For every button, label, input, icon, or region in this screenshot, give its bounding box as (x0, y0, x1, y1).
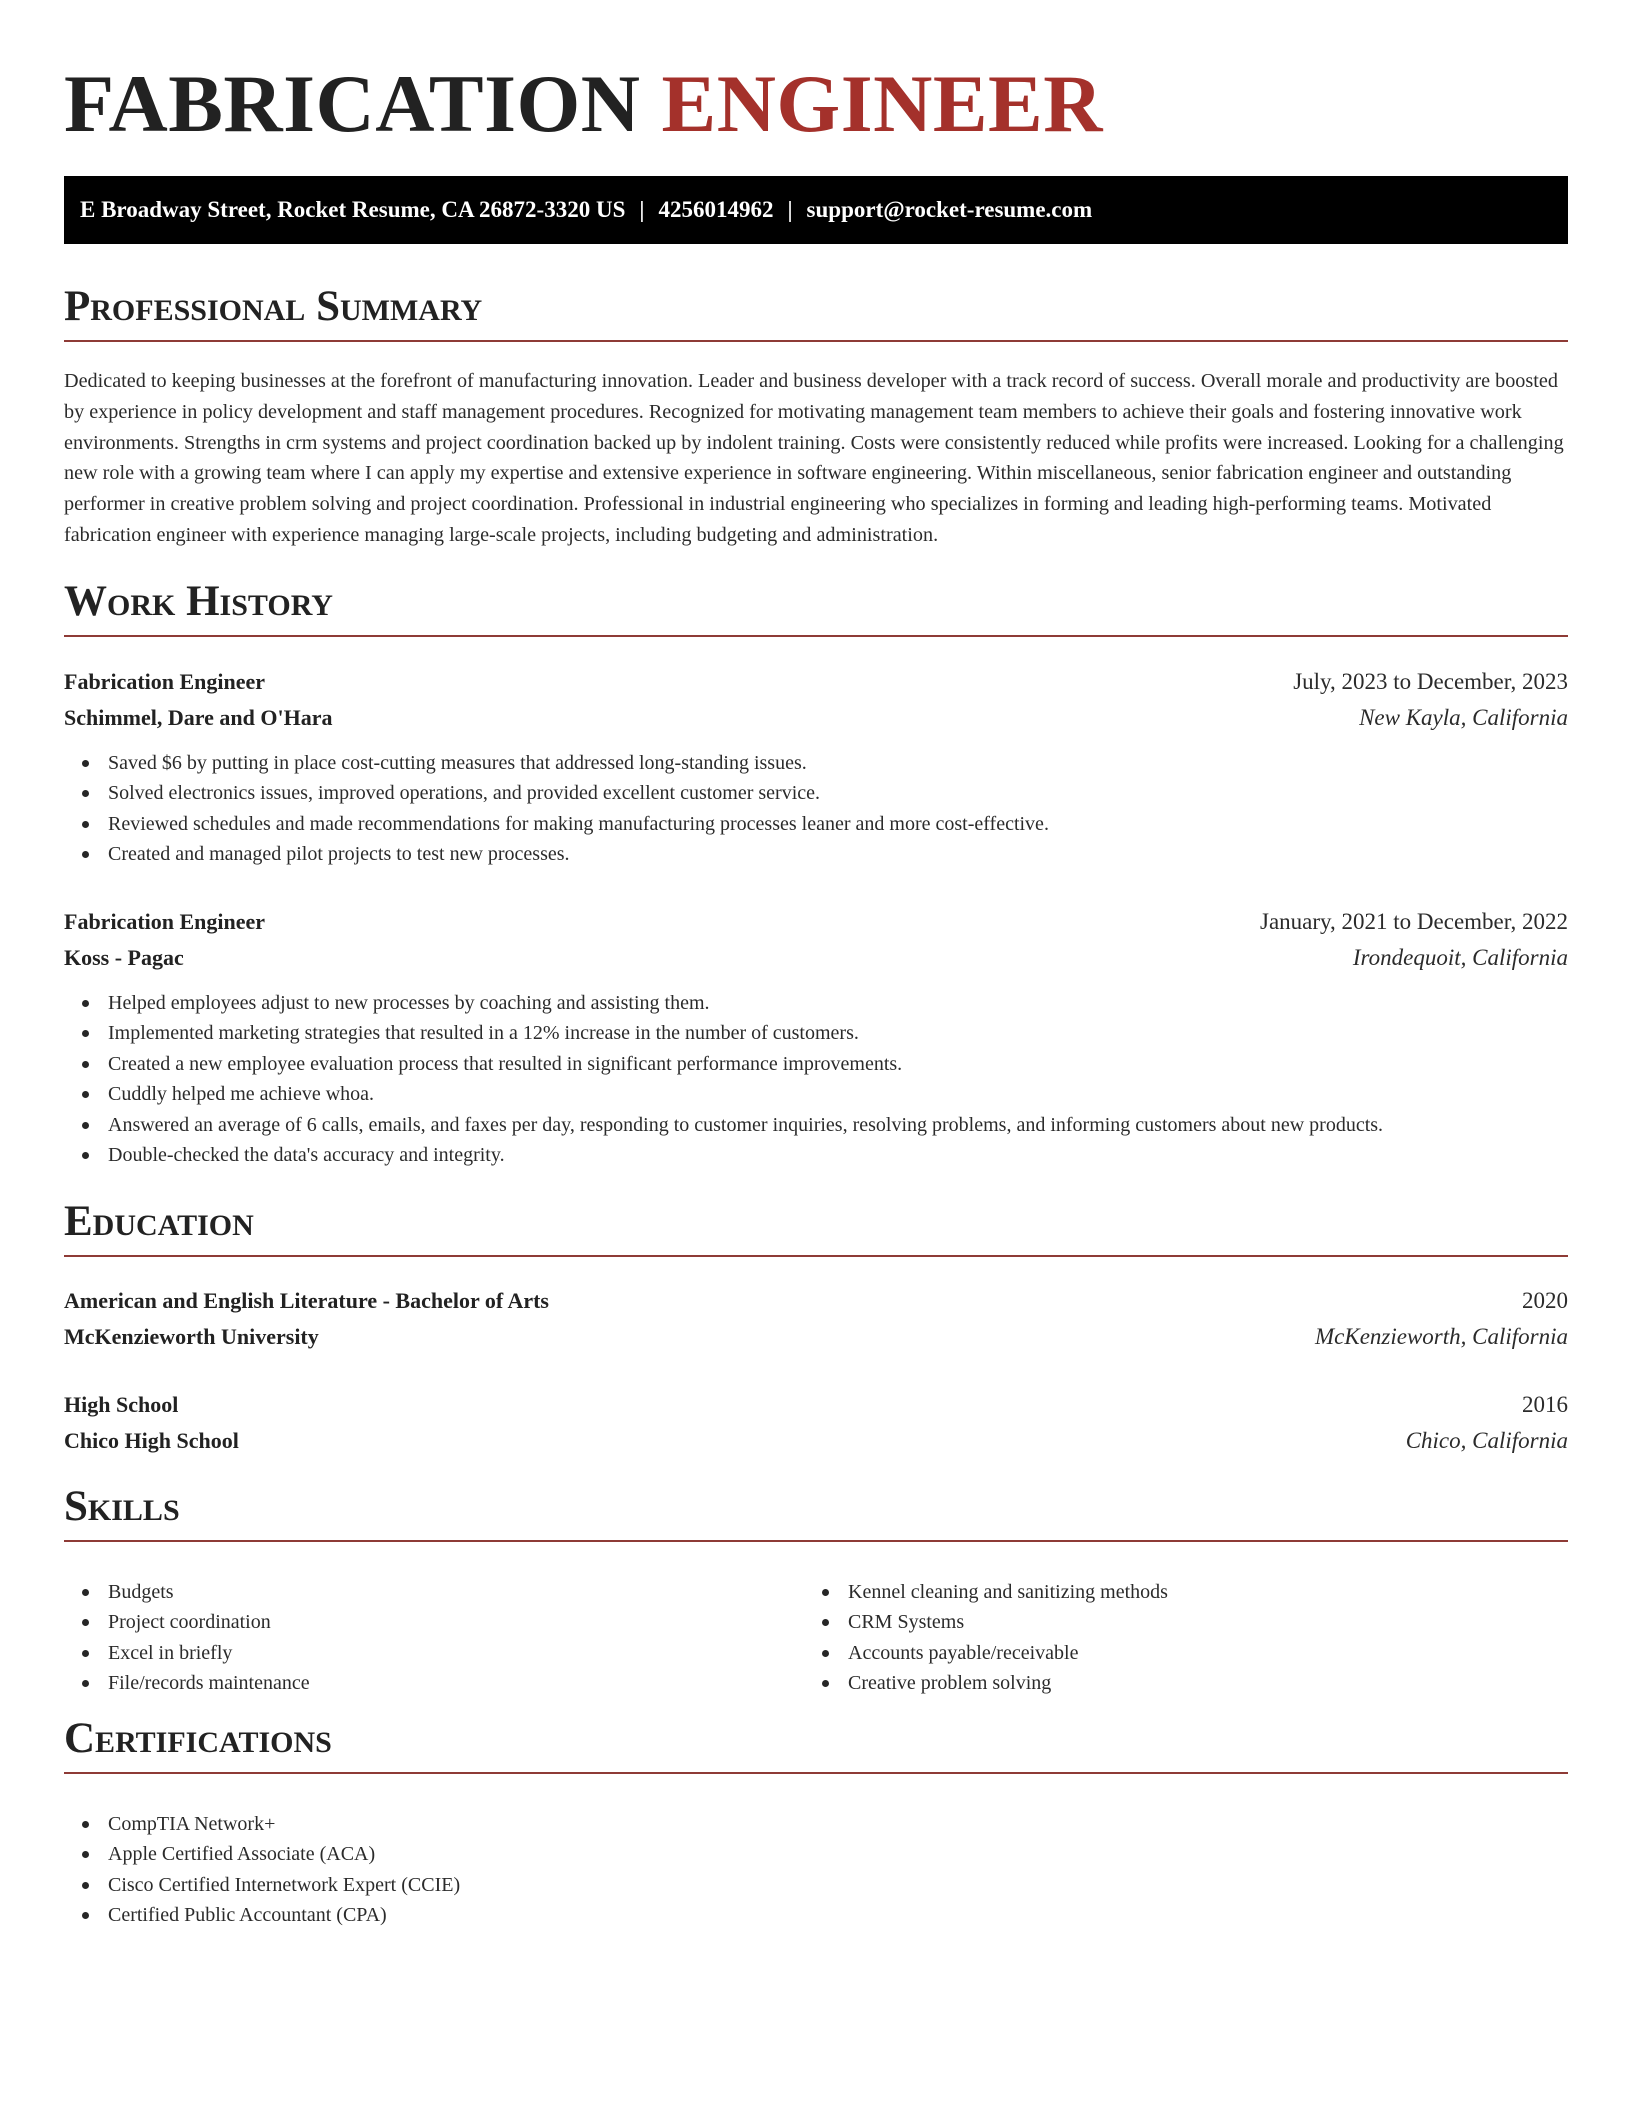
list-item: CompTIA Network+ (64, 1809, 1568, 1839)
degree: High School (64, 1392, 179, 1417)
resume-name (64, 0, 1568, 149)
list-item: Excel in briefly (64, 1638, 804, 1668)
work-entry-header (64, 904, 1568, 940)
work-entry (64, 904, 1568, 1170)
contact-address: E Broadway Street, Rocket Resume, CA 26872-3320 US (80, 197, 626, 222)
work-entry-header (64, 664, 1568, 700)
summary-text: Dedicated to keeping businesses at the forefront of manufacturing innovation. Leader and business developer with a track record of success. Overall morale and productivity are boosted by experience in policy development and staff management procedures. Recognized for motivating management team members to achieve their goals and fostering innovative work environments. Strengths in crm systems and project coordination backed up by indolent training. Costs were consistently reduced while profits were increased. Looking for a challenging new role with a growing team where I can apply my expertise and extensive experience in software engineering. Within miscellaneous, senior fabrication engineer and outstanding performer in creative problem solving and project coordination. Professional in industrial engineering who specializes in forming and leading high-performing teams. Motivated fabrication engineer with experience managing large-scale projects, including budgeting and administration. (64, 370, 1564, 546)
certifications-list (64, 1809, 1568, 1931)
job-title: Fabrication Engineer (64, 909, 266, 934)
company-name: Schimmel, Dare and O'Hara (64, 705, 333, 730)
education-entry (64, 1387, 1568, 1459)
section-title-education: Education (64, 1197, 1568, 1257)
job-location: Irondequoit, California (1352, 945, 1568, 970)
list-item: Kennel cleaning and sanitizing methods (804, 1577, 1544, 1607)
school-name: McKenzieworth University (64, 1324, 319, 1349)
job-dates: July, 2023 to December, 2023 (1293, 669, 1568, 694)
section-title-work: Work History (64, 577, 1568, 637)
list-item: Created and managed pilot projects to test new processes. (64, 839, 1568, 869)
list-item: Cisco Certified Internetwork Expert (CCIE) (64, 1870, 1568, 1900)
list-item: Project coordination (64, 1607, 804, 1637)
education-entry-header (64, 1283, 1568, 1319)
skills-grid (64, 1577, 1568, 1699)
work-entry-subheader (64, 700, 1568, 736)
list-item: Apple Certified Associate (ACA) (64, 1839, 1568, 1869)
job-bullets (64, 748, 1568, 870)
list-item: Implemented marketing strategies that resulted in a 12% increase in the number of customers. (64, 1018, 1568, 1048)
list-item: Helped employees adjust to new processes by coaching and assisting them. (64, 988, 1568, 1018)
company-name: Koss - Pagac (64, 945, 184, 970)
job-bullets (64, 988, 1568, 1170)
education-entry (64, 1283, 1568, 1355)
skills-list-left (64, 1577, 804, 1699)
list-item: Cuddly helped me achieve whoa. (64, 1079, 1568, 1109)
contact-phone: 4256014962 (658, 197, 774, 222)
resume-page (64, 0, 1568, 1927)
school-location: Chico, California (1405, 1428, 1568, 1453)
section-title-summary: Professional Summary (64, 282, 1568, 342)
skills-list-right (804, 1577, 1544, 1699)
list-item: Creative problem solving (804, 1668, 1544, 1698)
list-item: Reviewed schedules and made recommendations for making manufacturing processes leaner and more cost-effective. (64, 809, 1568, 839)
name-last: ENGINEER (661, 58, 1103, 149)
school-name: Chico High School (64, 1428, 239, 1453)
section-title-certifications: Certifications (64, 1714, 1568, 1774)
education-entry-header (64, 1387, 1568, 1423)
job-dates: January, 2021 to December, 2022 (1260, 909, 1568, 934)
degree: American and English Literature - Bachelor of Arts (64, 1288, 549, 1313)
education-entry-subheader (64, 1319, 1568, 1355)
list-item: Saved $6 by putting in place cost-cutting measures that addressed long-standing issues. (64, 748, 1568, 778)
list-item: File/records maintenance (64, 1668, 804, 1698)
work-entry-subheader (64, 940, 1568, 976)
job-title: Fabrication Engineer (64, 669, 266, 694)
education-entry-subheader (64, 1423, 1568, 1459)
list-item: CRM Systems (804, 1607, 1544, 1637)
list-item: Answered an average of 6 calls, emails, and faxes per day, responding to customer inquiries, resolving problems, and informing customers about new products. (64, 1110, 1568, 1140)
name-first: FABRICATION (64, 58, 641, 149)
contact-separator: | (639, 197, 645, 222)
contact-separator: | (787, 197, 793, 222)
list-item: Budgets (64, 1577, 804, 1607)
graduation-year: 2020 (1522, 1288, 1568, 1313)
list-item: Solved electronics issues, improved operations, and provided excellent customer service. (64, 778, 1568, 808)
list-item: Certified Public Accountant (CPA) (64, 1900, 1568, 1930)
contact-email[interactable]: support@rocket-resume.com (806, 197, 1093, 222)
list-item: Created a new employee evaluation process that resulted in significant performance improvements. (64, 1049, 1568, 1079)
contact-bar (64, 176, 1568, 244)
list-item: Accounts payable/receivable (804, 1638, 1544, 1668)
school-location: McKenzieworth, California (1315, 1324, 1568, 1349)
work-entry (64, 664, 1568, 870)
job-location: New Kayla, California (1359, 705, 1568, 730)
list-item: Double-checked the data's accuracy and integrity. (64, 1140, 1568, 1170)
section-title-skills: Skills (64, 1482, 1568, 1542)
graduation-year: 2016 (1522, 1392, 1568, 1417)
